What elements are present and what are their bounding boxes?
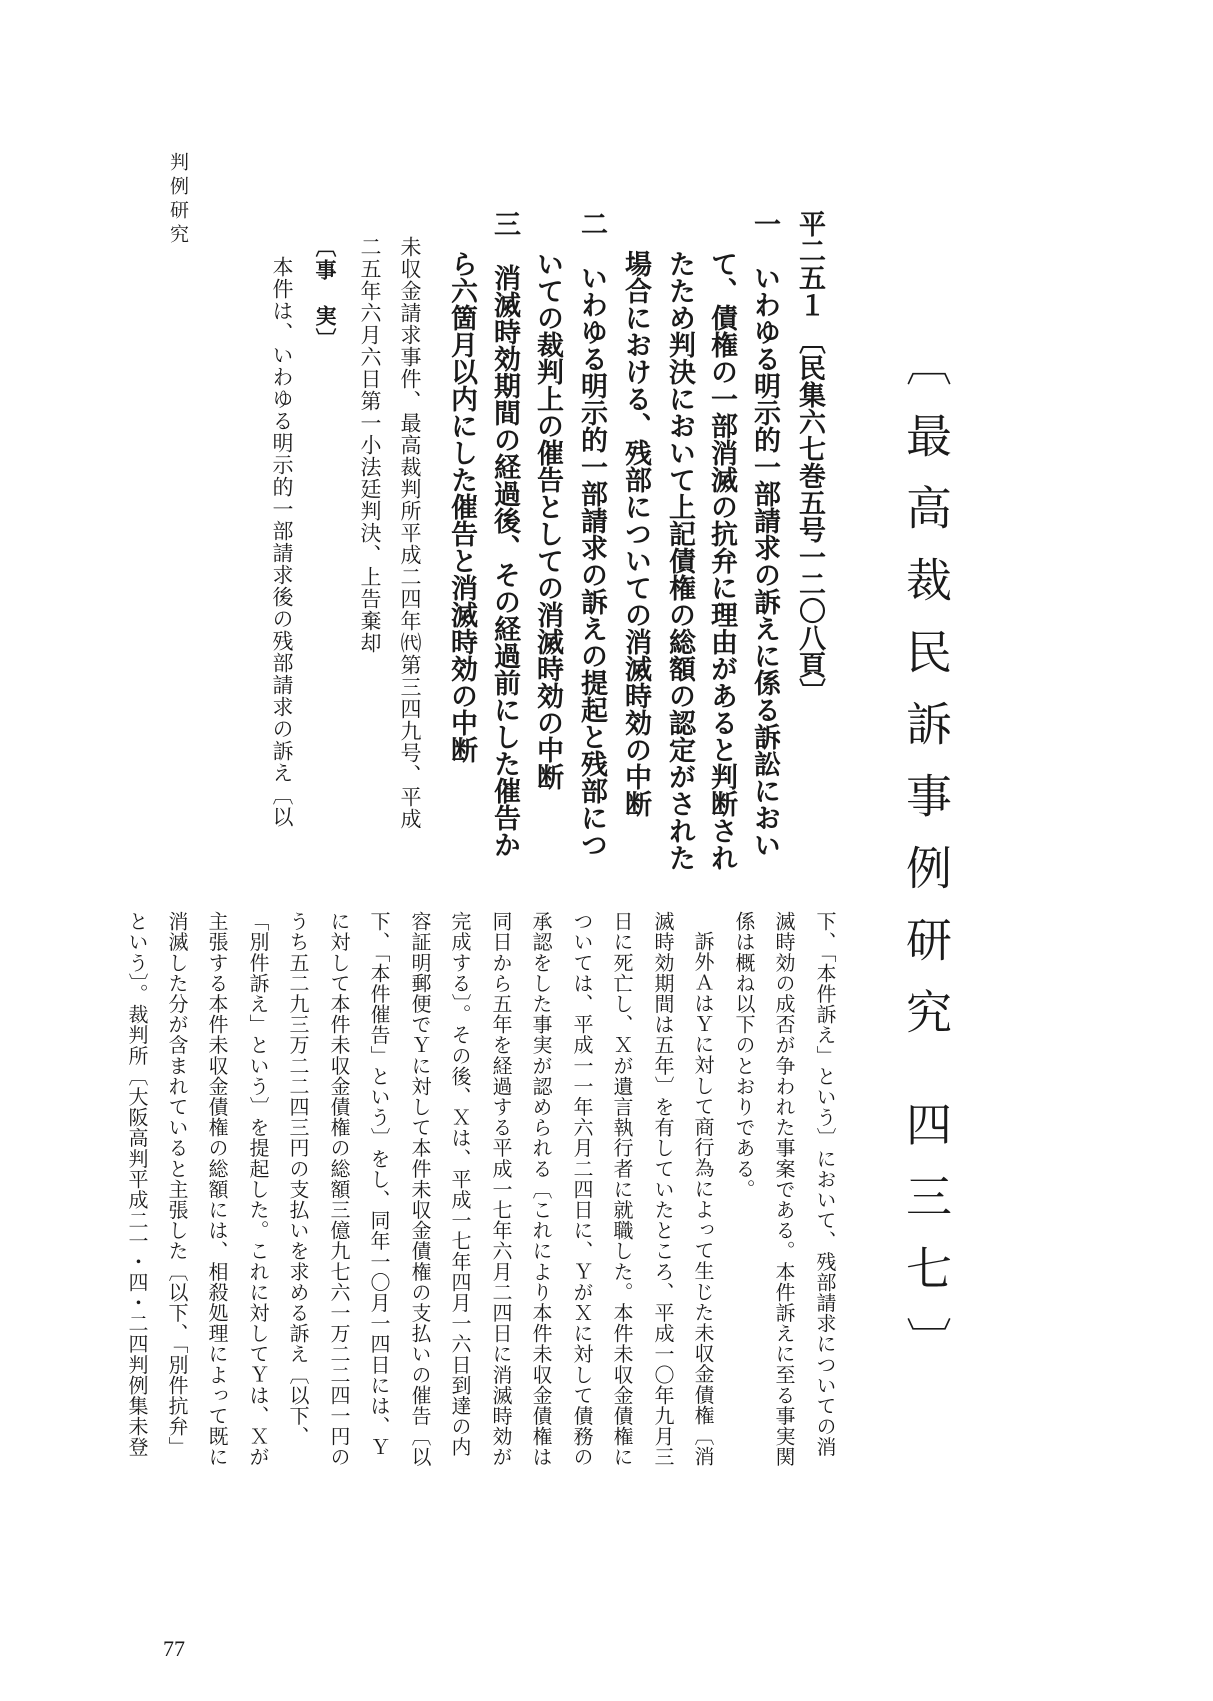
- body-line: 容証明郵便でＹに対して本件未収金債権の支払いの催告〔以: [408, 911, 432, 1468]
- body-line: 下、「本件催告」という〕をし、同年一〇月一四日には、Ｙ: [367, 911, 391, 1458]
- headnote-citation: 平二五１ 〔民集六七巻五号一二〇八頁〕: [794, 210, 825, 706]
- headnote-line: 一 いわゆる明示的一部請求の訴えに係る訴訟におい: [749, 210, 780, 858]
- page-number: 77: [163, 1636, 185, 1661]
- facts-heading: 〔事 実〕: [313, 236, 337, 351]
- body-line: 日に死亡し、Ｘが遺言執行者に就職した。本件未収金債権に: [610, 911, 634, 1468]
- body-line: 下、「本件訴え」という〕において、残部請求についての消: [813, 911, 837, 1458]
- body-line: 完成する〕。その後、Ｘは、平成一七年四月一六日到達の内: [448, 911, 472, 1458]
- headnote-line: て、債権の一部消滅の抗弁に理由があると判断され: [706, 250, 737, 871]
- facts-first-line: 本件は、いわゆる明示的一部請求後の残部請求の訴え〔以: [270, 256, 294, 828]
- body-line: 消滅した分が含まれていると主張した〔以下、「別件抗弁」: [165, 911, 189, 1458]
- body-line: 同日から五年を経過する平成一七年六月二四日に消滅時効が: [489, 911, 513, 1468]
- body-line: 訴外ＡはＹに対して商行為によって生じた未収金債権〔消: [691, 931, 715, 1467]
- headnote-line: たため判決において上記債権の総額の認定がされた: [664, 250, 695, 871]
- body-line: に対して本件未収金債権の総額三億九七六一万二二四一円の: [327, 911, 351, 1468]
- body-line: 「別件訴え」という〕を提起した。これに対してＹは、Ｘが: [246, 911, 270, 1468]
- running-head: 判例研究: [167, 152, 189, 248]
- headnote-line: 二 いわゆる明示的一部請求の訴えの提起と残部につ: [576, 210, 607, 858]
- body-line: という〕。裁判所〔大阪高判平成二一・四・二四判例集未登: [125, 911, 149, 1458]
- body-line: 主張する本件未収金債権の総額には、相殺処理によって既に: [205, 911, 229, 1468]
- headnote-line: 場合における、残部についての消滅時効の中断: [620, 250, 651, 817]
- headnote-line: 三 消滅時効期間の経過後、その経過前にした催告か: [489, 210, 520, 858]
- headnote-line: ら六箇月以内にした催告と消滅時効の中断: [446, 250, 477, 763]
- body-line: ついては、平成一一年六月二四日に、ＹがＸに対して債務の: [570, 911, 594, 1468]
- body-line: 滅時効期間は五年〕を有していたところ、平成一〇年九月三: [651, 911, 675, 1468]
- body-line: うち五二九三万二二四三円の支払いを求める訴え〔以下、: [286, 911, 310, 1447]
- body-line: 滅時効の成否が争われた事案である。本件訴えに至る事実関: [772, 911, 796, 1468]
- article-title: 〔最高裁民訴事例研究 四三七〕: [899, 340, 953, 1389]
- case-info-line: 未収金請求事件、最高裁判所平成二四年㈹第三四九号、平成: [398, 236, 422, 830]
- case-info-line: 二五年六月六日第一小法廷判決、上告棄却: [358, 236, 382, 654]
- body-line: 係は概ね以下のとおりである。: [732, 911, 756, 1200]
- headnote-line: いての裁判上の催告としての消滅時効の中断: [532, 250, 563, 790]
- body-line: 承認をした事実が認められる〔これにより本件未収金債権は: [529, 911, 553, 1468]
